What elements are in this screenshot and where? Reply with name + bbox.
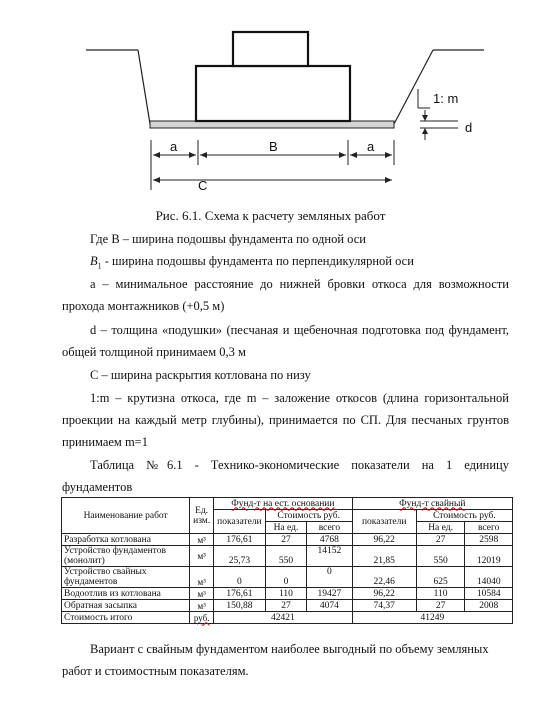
header-unit: Ед. изм. — [190, 498, 214, 534]
cell-value: 27 — [416, 534, 465, 546]
header-per-unit-2: На ед. — [416, 522, 465, 534]
label-b: B — [269, 139, 278, 154]
cell-value: 19427 — [307, 588, 353, 600]
table-row — [62, 600, 513, 612]
cell-value: 0 — [307, 567, 353, 588]
table-row — [62, 546, 513, 567]
paragraph-d: d – толщина «подушки» (песчаная и щебеночная подготовка под фундамент, общей толщиной принимаем 0,3 м — [62, 323, 509, 359]
cell-value: 550 — [416, 546, 465, 567]
foundation-slab — [196, 66, 350, 121]
paragraph-slope: 1:m – крутизна откоса, где m – заложение откосов (длина горизонтальной проекции на каждый метр глубины), принимается по СП. Для песчаных грунтов принимаем m=1 — [62, 391, 509, 449]
cell-value: 27 — [265, 534, 306, 546]
cell-unit: м³ — [190, 600, 214, 612]
header-cost-1: Стоимость руб. — [265, 510, 352, 522]
figure-caption: Рис. 6.1. Схема к расчету земляных работ — [155, 208, 386, 223]
table-row — [62, 588, 513, 600]
cell-value: 176,61 — [214, 534, 266, 546]
cell-value: 550 — [265, 546, 306, 567]
arrow-icon — [153, 152, 160, 158]
header-total-1: всего — [307, 522, 353, 534]
header-indicators-2: показатели — [352, 510, 416, 534]
paragraph-b1-text: - ширина подошвы фундамента по перпендикулярной оси — [101, 254, 414, 268]
arrow-icon — [189, 152, 196, 158]
cell-total-name: Стоимость итого — [62, 612, 190, 624]
cell-value: 10584 — [465, 588, 513, 600]
cell-value: 625 — [416, 567, 465, 588]
arrow-icon — [339, 152, 346, 158]
cell-value: 96,22 — [352, 588, 416, 600]
var-b: B — [90, 254, 98, 268]
cell-total-natural: 42421 — [214, 612, 353, 624]
cell-name: Водоотлив из котлована — [62, 588, 190, 600]
cell-value: 14040 — [465, 567, 513, 588]
cell-value: 176,61 — [214, 588, 266, 600]
cell-value: 110 — [265, 588, 306, 600]
cell-value: 27 — [265, 600, 306, 612]
cell-value: 12019 — [465, 546, 513, 567]
cell-value: 2008 — [465, 600, 513, 612]
table-header-row-1 — [62, 498, 513, 510]
table-row — [62, 534, 513, 546]
cell-value: 96,22 — [352, 534, 416, 546]
arrow-icon — [385, 177, 392, 183]
cell-total-unit: руб. — [190, 612, 214, 624]
label-c: C — [198, 178, 208, 193]
conclusion-paragraph: Вариант с свайным фундаментом наиболее выгодный по объему земляных работ и стоимостным показателям. — [62, 642, 489, 678]
paragraph-a: а – минимальное расстояние до нижней бровки откоса для возможности прохода монтажников (+0,5 м) — [62, 277, 509, 313]
table-row — [62, 567, 513, 588]
cell-unit: м³ — [190, 588, 214, 600]
arrow-icon — [350, 152, 357, 158]
cell-value: 21,85 — [352, 546, 416, 567]
cell-value: 25,73 — [214, 546, 266, 567]
cell-value: 150,88 — [214, 600, 266, 612]
arrow-icon — [422, 128, 428, 134]
header-group-natural: Фунд-т на ест. основании — [214, 498, 353, 510]
cell-unit: м³ — [190, 534, 214, 546]
arrow-icon — [200, 152, 207, 158]
paragraph-c: С – ширина раскрытия котлована по низу — [90, 368, 311, 382]
cell-value: 74,37 — [352, 600, 416, 612]
cell-value: 0 — [214, 567, 266, 588]
cell-value: 2598 — [465, 534, 513, 546]
cell-value: 4768 — [307, 534, 353, 546]
var-b-sub: 1 — [97, 261, 102, 271]
cell-unit: м³ — [190, 567, 214, 588]
cell-value: 0 — [265, 567, 306, 588]
cell-unit: м³ — [190, 546, 214, 567]
cell-value: 4074 — [307, 600, 353, 612]
label-slope: 1: m — [433, 91, 459, 106]
cell-value: 14152 — [307, 546, 353, 567]
cell-name: Устройство фундаментов (монолит) — [62, 546, 190, 567]
cell-value: 110 — [416, 588, 465, 600]
arrow-icon — [153, 177, 160, 183]
header-group-pile: Фунд-т свайный — [352, 498, 512, 510]
table-total-row — [62, 612, 513, 624]
foundation-scheme-diagram — [0, 0, 541, 205]
slope-left — [138, 50, 150, 124]
cell-total-pile: 41249 — [352, 612, 512, 624]
header-name: Наименование работ — [62, 498, 190, 534]
header-total-2: всего — [465, 522, 513, 534]
foundation-column — [233, 32, 308, 66]
paragraph-b: Где В – ширина подошвы фундамента по одной оси — [90, 232, 366, 246]
label-a-left: a — [170, 139, 178, 154]
arrow-icon — [385, 152, 392, 158]
cell-value: 27 — [416, 600, 465, 612]
header-indicators-1: показатели — [214, 510, 266, 534]
label-a-right: a — [367, 139, 375, 154]
cell-value: 22,46 — [352, 567, 416, 588]
cell-name: Разработка котлована — [62, 534, 190, 546]
cell-name: Устройство свайных фундаментов — [62, 567, 190, 588]
table-title: Таблица №6.1 - Технико-экономические показатели на 1 единицу фундаментов — [62, 458, 509, 494]
cell-name: Обратная засыпка — [62, 600, 190, 612]
tech-econ-table — [61, 497, 513, 624]
arrow-icon — [422, 115, 428, 121]
label-d: d — [465, 120, 473, 135]
slope-right — [394, 50, 433, 124]
header-cost-2: Стоимость руб. — [416, 510, 512, 522]
header-per-unit-1: На ед. — [265, 522, 306, 534]
